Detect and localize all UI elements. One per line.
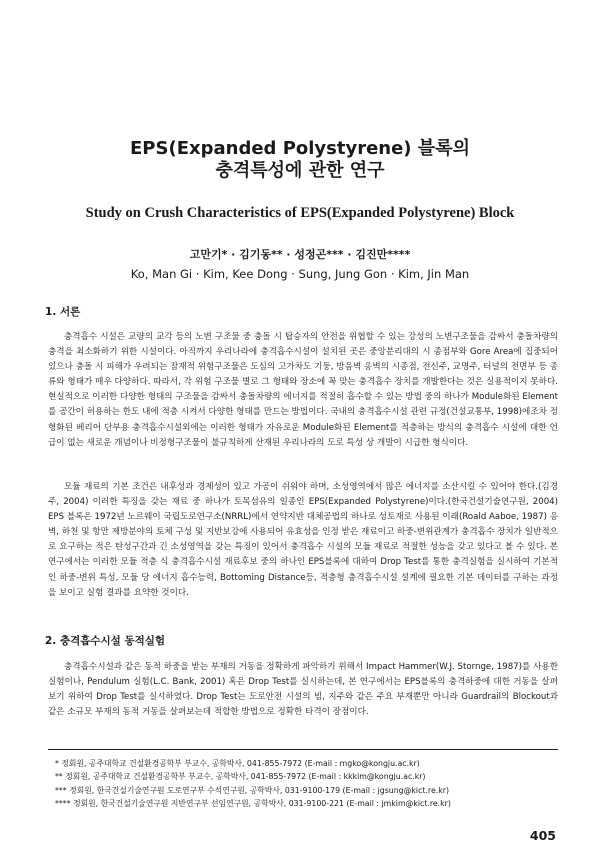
authors-english: Ko, Man Gi · Kim, Kee Dong · Sung, Jung Gon · Kim, Jin Man — [130, 267, 470, 281]
title-korean-line-2: 충격특성에 관한 연구 — [215, 160, 385, 181]
title-english: Study on Crush Characteristics of EPS(Expanded Polystyrene) Block — [85, 205, 515, 221]
footnote-author-1: * 정회원, 공주대학교 건설환경공학부 부교수, 공학박사, 041-855-7972 (E-mail : mgko@kongju.ac.kr) — [55, 759, 420, 768]
title-korean-line-1: EPS(Expanded Polystyrene) 블록의 — [130, 138, 470, 159]
footnote-author-3: *** 정회원, 한국건설기술연구원 도로연구부 수석연구원, 공학박사, 031-9100-179 (E-mail : jgsung@kict.re.kr) — [55, 785, 449, 795]
footnote-author-4: **** 정회원, 한국건설기술연구원 지반연구부 선임연구원, 공학박사, 031-9100-221 (E-mail : jmkim@kict.re.kr) — [55, 799, 451, 809]
dynamic-test-paragraph-1: 충격흡수시설과 같은 동적 하중을 받는 부재의 거동을 정확하게 파악하기 위해서 Impact Hammer(W.J. Stornge, 1987)를 사용한 실험이나, Pendulum 실험(L.C. Bank, 2001) 혹은 Drop Test를 실시하는데, 본 연구에서는 EPS블록의 충격하중에 대한 거동을 살펴보기 위하여 Drop Test를 실시하였다. Drop Test는 도로안전 시설의 빔, 지주와 같은 주요 부재뿐만 아니라 Guardrail의 Blockout과 같은 소규모 부재의 동적 거동을 살펴보는데 적합한 방법으로 정확한 타격이 장점이다. — [48, 662, 558, 718]
section-heading-dynamic-test: 2. 충격흡수시설 동적실험 — [45, 635, 166, 647]
intro-paragraph-2: 모듈 재료의 기본 조건은 내후성과 경제성이 있고 가공이 쉬워야 하며, 소성영역에서 많은 에너지를 소산시킬 수 있어야 한다.(김경주, 2004) 이러한 특징을 갖는 재료 중 하나가 토목섬유의 일종인 EPS(Expanded Polystyrene)이다.(한국건설기술연구원, 2004) EPS 블록은 1972년 노르웨이 국립도로연구소(NRRL)에서 연약지반 대체공법의 하나로 성토재로 사용된 이래(Roald Aaboe, 1987) 옹벽, 하천 및 항만 제방분야의 토체 구성 및 지반보강에 사용되어 유효성을 인정 받은 재료이고 하중-변위관계가 충격흡수 장치가 일반적으로 요구하는 적은 탄성구간과 긴 소성영역을 갖는 특징이 있어서 충격흡수 시설의 모듈 재료로 적절한 성능을 갖고 있다고 볼 수 있다. 본 연구에서는 이러한 모듈 적층 식 충격흡수시설 재료후보 중의 하나인 EPS블록에 대하여 Drop Test를 통한 충격실험을 실시하여 기본적인 하중-변위 특성, 모듈 당 에너지 흡수능력, Bottoming Distance등, 적층형 충격흡수시설 설계에 필요한 기본 데이터를 구하는 과정을 보이고 실험 결과를 요약한 것이다. — [48, 482, 558, 598]
intro-paragraph-1: 충격흡수 시설은 교량의 교각 등의 노변 구조물 중 충돌 시 탑승자의 안전을 위협할 수 있는 강성의 노변구조물을 감싸서 충돌차량의 충격을 최소화하기 위한 시설이다. 아직까지 우리나라에 충격흡수시설이 설치된 곳은 중앙분리대의 시 종점부와 Gore Area에 집중되어 있으나 충돌 시 피해가 우려되는 잠재적 위험구조물은 도심의 고가차도 기둥, 방음벽 옹벽의 시종점, 전신주, 교명주, 터널의 전면부 등 종류와 형태가 매우 다양하다. 따라서, 각 위험 구조물 별로 그 형태와 장소에 꼭 맞는 충격흡수 장치를 개발한다는 것은 실용적이지 못하다. 현실적으로 이러한 다양한 형태의 구조물을 감싸서 충돌차량의 에너지를 적절히 흡수할 수 있는 방법 중의 하나가 Module화된 Element를 공간이 허용하는 한도 내에 적층 시켜서 다양한 형태를 만드는 방법이다. 국내의 충격흡수시설 관련 규정(건설교통부, 1998)에조차 정형화된 베리어 단부용 충격흡수시설외에는 이러한 형태가 자유로운 Module화된 Element를 적층하는 방식의 충격흡수 시설에 대한 언급이 없는 새로운 개념이나 비정형구조물이 불규칙하게 산재된 우리나라의 도로 특성 상 개발이 시급한 형식이다. — [48, 332, 558, 448]
footnotes — [55, 757, 555, 811]
page-number: 405 — [529, 828, 556, 843]
section-heading-introduction: 1. 서론 — [45, 306, 81, 318]
authors-korean: 고만기* · 김기동** · 성정곤*** · 김진만**** — [189, 248, 411, 261]
footnote-separator — [48, 749, 558, 750]
footnote-author-2: ** 정회원, 공주대학교 건설환경공학부 부교수, 공학박사, 041-855-7972 (E-mail : kkkim@kongju.ac.kr) — [55, 772, 426, 782]
